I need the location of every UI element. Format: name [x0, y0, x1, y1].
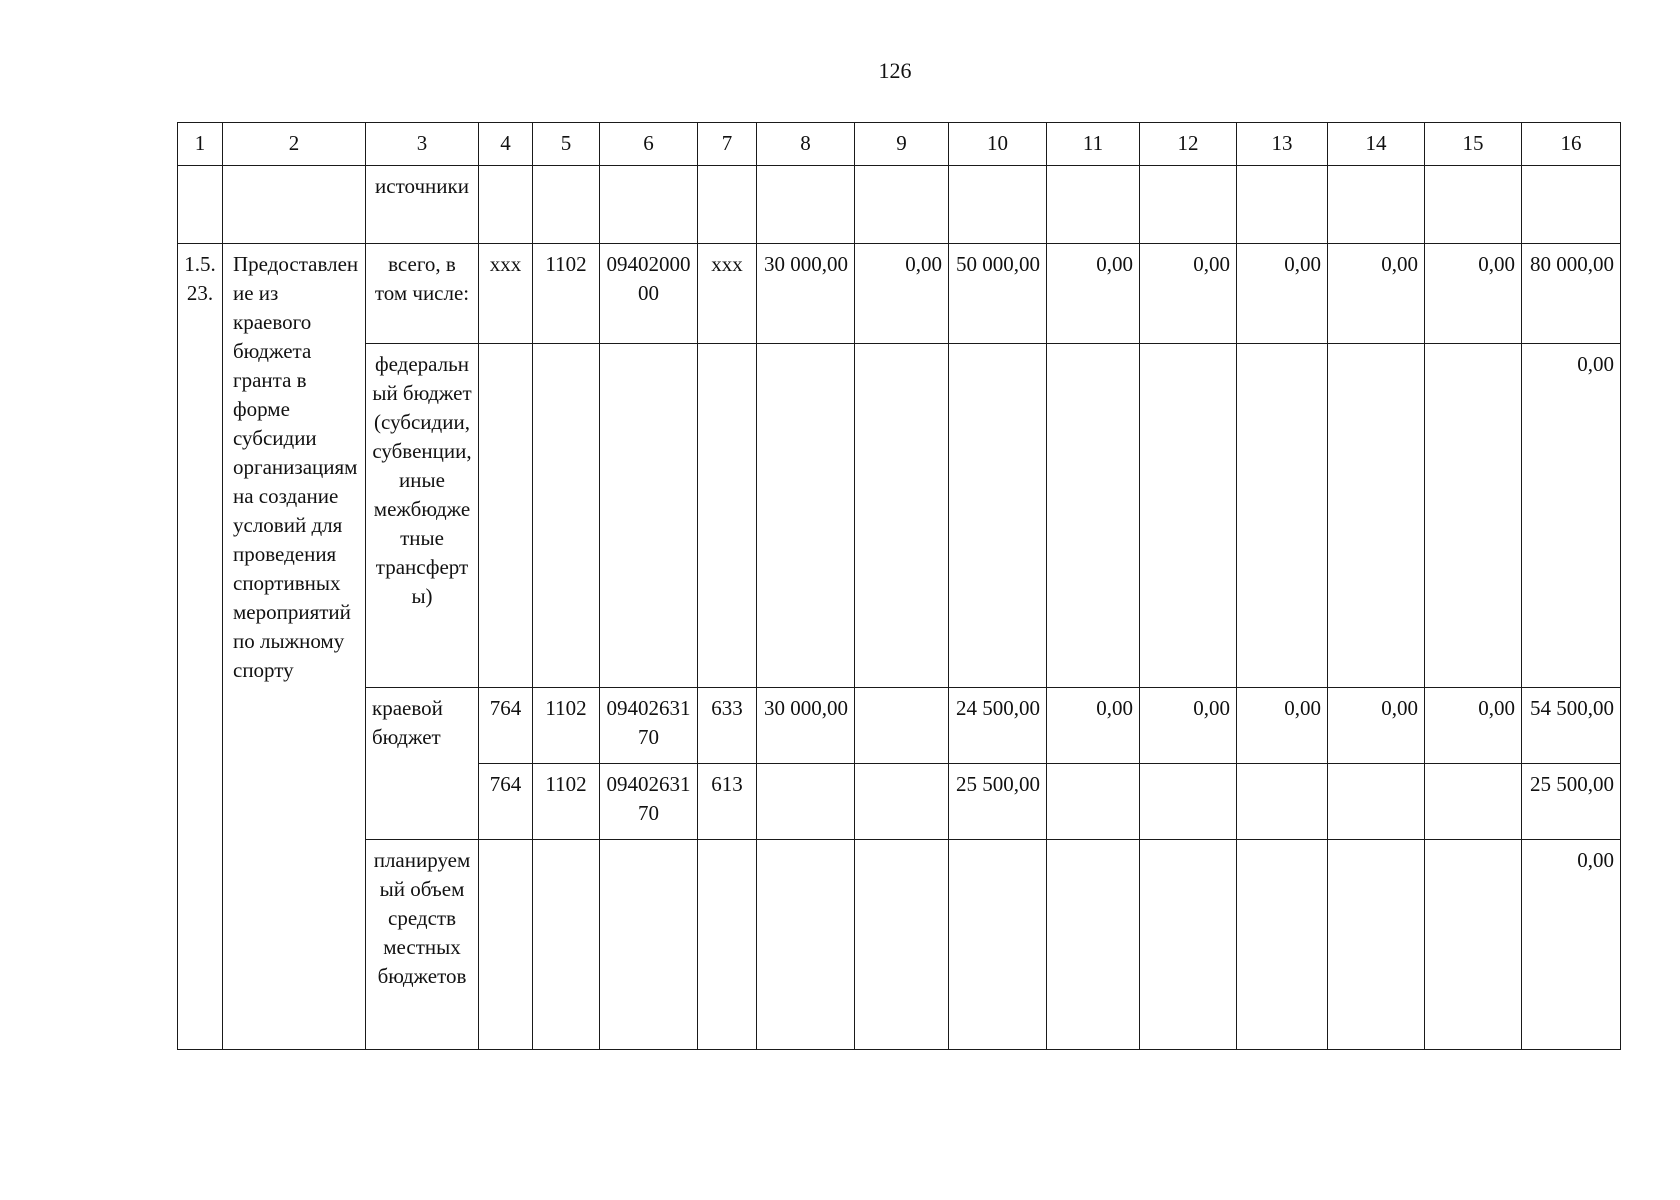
column-header: 12 — [1140, 123, 1237, 166]
column-header: 16 — [1522, 123, 1621, 166]
cell-c7: 633 — [698, 688, 757, 764]
total-row — [178, 244, 1621, 344]
regional-label: краевой бюджет — [366, 688, 479, 840]
cell-c15: 0,00 — [1425, 244, 1522, 344]
cell-c13: 0,00 — [1237, 688, 1328, 764]
column-header: 10 — [949, 123, 1047, 166]
cell-c9: 0,00 — [855, 244, 949, 344]
total-label: всего, в том числе: — [366, 244, 479, 344]
cell-c5: 1102 — [533, 244, 600, 344]
cell-c16: 0,00 — [1522, 840, 1621, 1050]
cell-c14: 0,00 — [1328, 688, 1425, 764]
cell-c12: 0,00 — [1140, 244, 1237, 344]
cell-c11: 0,00 — [1047, 688, 1140, 764]
cell-c10: 25 500,00 — [949, 764, 1047, 840]
cell-c16: 25 500,00 — [1522, 764, 1621, 840]
cell-c8: 30 000,00 — [757, 688, 855, 764]
cell-c11: 0,00 — [1047, 244, 1140, 344]
column-header: 6 — [600, 123, 698, 166]
regional-row — [178, 688, 1621, 764]
cell-c12: 0,00 — [1140, 688, 1237, 764]
federal-label: федеральный бюджет (субсидии, субвенции, иные межбюджетные трансферты) — [366, 344, 479, 688]
cell-c5: 1102 — [533, 688, 600, 764]
column-header: 7 — [698, 123, 757, 166]
cell-c10: 24 500,00 — [949, 688, 1047, 764]
cell-c7: 613 — [698, 764, 757, 840]
column-header: 5 — [533, 123, 600, 166]
federal-row — [178, 344, 1621, 688]
cell-c14: 0,00 — [1328, 244, 1425, 344]
cell-c4: 764 — [479, 764, 533, 840]
cell-c15: 0,00 — [1425, 688, 1522, 764]
column-header: 13 — [1237, 123, 1328, 166]
measure-name: Предоставление из краевого бюджета гранта в форме субсидии организациям на создание условий для проведения спортивных мероприятий по лыжному спорту — [223, 244, 366, 1050]
header-continuation-row — [178, 166, 1621, 244]
column-header: 8 — [757, 123, 855, 166]
cell-c4: 764 — [479, 688, 533, 764]
cell-c6: 0940263170 — [600, 688, 698, 764]
cell-c8: 30 000,00 — [757, 244, 855, 344]
row-number: 1.5.23. — [178, 244, 223, 1050]
local-label: планируемый объем средств местных бюджетов — [366, 840, 479, 1050]
column-header: 4 — [479, 123, 533, 166]
local-row — [178, 840, 1621, 1050]
cell-c5: 1102 — [533, 764, 600, 840]
column-header: 14 — [1328, 123, 1425, 166]
cell-c6: 0940263170 — [600, 764, 698, 840]
cell-c10: 50 000,00 — [949, 244, 1047, 344]
column-header: 1 — [178, 123, 223, 166]
column-header: 3 — [366, 123, 479, 166]
cell-c6: 0940200000 — [600, 244, 698, 344]
column-header: 9 — [855, 123, 949, 166]
column-number-row — [178, 123, 1621, 166]
column-header: 11 — [1047, 123, 1140, 166]
sources-header: источники — [366, 166, 479, 244]
page-number: 126 — [878, 58, 912, 83]
cell-c13: 0,00 — [1237, 244, 1328, 344]
column-header: 2 — [223, 123, 366, 166]
cell-c16: 54 500,00 — [1522, 688, 1621, 764]
cell-c16: 0,00 — [1522, 344, 1621, 688]
cell-c16: 80 000,00 — [1522, 244, 1621, 344]
budget-table — [177, 122, 1621, 1050]
cell-c4: ххх — [479, 244, 533, 344]
column-header: 15 — [1425, 123, 1522, 166]
cell-c7: ххх — [698, 244, 757, 344]
